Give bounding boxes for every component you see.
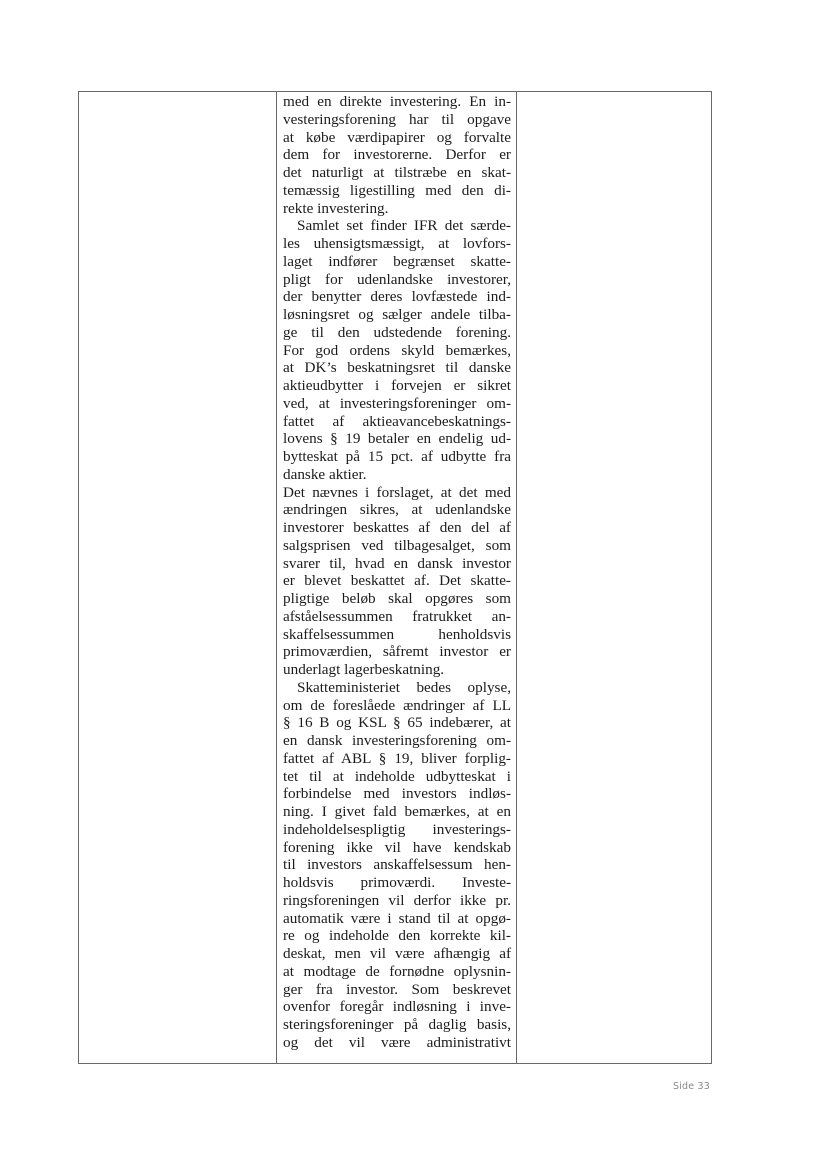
text-line: ger fra investor. Som beskrevet [283,980,511,998]
text-line: løsningsret og sælger andele tilba- [283,306,511,323]
table-column-right [517,92,711,1063]
text-line: det naturligt at tilstræbe en skat- [283,164,511,181]
text-line: underlagt lagerbeskatning. [283,661,445,678]
text-line: om de foreslåede ændringer af LL [283,696,511,714]
text-line: indeholdelsespligtig investerings- [283,820,511,838]
text-line: re og indeholde den korrekte kil- [283,927,511,945]
text-line: rekte investering. [283,199,389,217]
text-line: er blevet beskattet af. Det skatte- [283,572,511,590]
text-line: ændringen sikres, at udenlandske [283,501,511,519]
text-line: fattet af ABL § 19, bliver forplig- [283,749,511,767]
text-line: investorer beskattes af den del af [283,519,511,536]
text-line: ved, at investeringsforeninger om- [283,394,511,412]
text-line: lovens § 19 betaler en endelig ud- [283,430,511,448]
text-line: salgsprisen ved tilbagesalget, som [283,536,511,554]
text-line: at modtage de fornødne oplysnin- [283,962,511,980]
text-line: skaffelsessummen henholdsvis [283,625,511,643]
text-line: at DK’s beskatningsret til danske [283,359,511,377]
text-line: deskat, men vil være afhængig af [283,945,511,962]
text-line: les uhensigtsmæssigt, at lovfors- [283,235,511,252]
text-line: Samlet set finder IFR det særde- [297,217,511,235]
text-line: at købe værdipapirer og forvalte [283,128,511,146]
text-line: svarer til, hvad en dansk investor [283,554,511,572]
text-line: der benytter deres lovfæstede ind- [283,288,511,306]
text-line: en dansk investeringsforening om- [283,732,511,749]
text-line: fattet af aktieavancebeskatnings- [283,412,511,430]
text-line: ge til den udstedende forening. [283,323,511,341]
text-line: forening ikke vil have kendskab [283,838,511,856]
table-column-comment [277,92,517,1063]
page-number: Side 33 [672,1081,710,1092]
text-line: laget indfører begrænset skatte- [283,252,511,270]
text-line: forbindelse med investors indløs- [283,785,511,803]
text-line: automatik være i stand til at opgø- [283,909,511,927]
text-line: og det vil være administrativt [283,1033,511,1051]
text-line: steringsforeninger på daglig basis, [283,1016,511,1033]
hearing-response-table [78,91,712,1064]
text-line: ovenfor foregår indløsning i inve- [283,998,511,1016]
text-line: holdsvis primoværdi. Investe- [283,874,511,891]
table-column-left [79,92,277,1063]
text-line: aktieudbytter i forvejen er sikret [283,377,511,394]
text-line: temæssig ligestilling med den di- [283,181,511,199]
text-line: primoværdien, såfremt investor er [283,643,511,661]
text-line: dem for investorerne. Derfor er [283,146,511,164]
text-line: ringsforeningen vil derfor ikke pr. [283,891,511,909]
text-line: For god ordens skyld bemærkes, [283,341,511,359]
text-line: med en direkte investering. En in- [283,93,511,110]
text-line: pligtige beløb skal opgøres som [283,590,511,607]
text-line: danske aktier. [283,465,367,483]
text-line: afståelsessummen fratrukket an- [283,607,511,625]
text-line: bytteskat på 15 pct. af udbytte fra [283,448,511,465]
text-line: ning. I givet fald bemærkes, at en [283,803,511,820]
text-line: § 16 B og KSL § 65 indebærer, at [283,714,511,732]
text-line: pligt for udenlandske investorer, [283,270,511,288]
text-line: tet til at indeholde udbytteskat i [283,767,511,785]
text-line: Skatteministeriet bedes oplyse, [297,678,511,696]
text-line: til investors anskaffelsessum hen- [283,856,511,874]
text-line: Det nævnes i forslaget, at det med [283,483,511,501]
text-line: vesteringsforening har til opgave [283,110,511,128]
